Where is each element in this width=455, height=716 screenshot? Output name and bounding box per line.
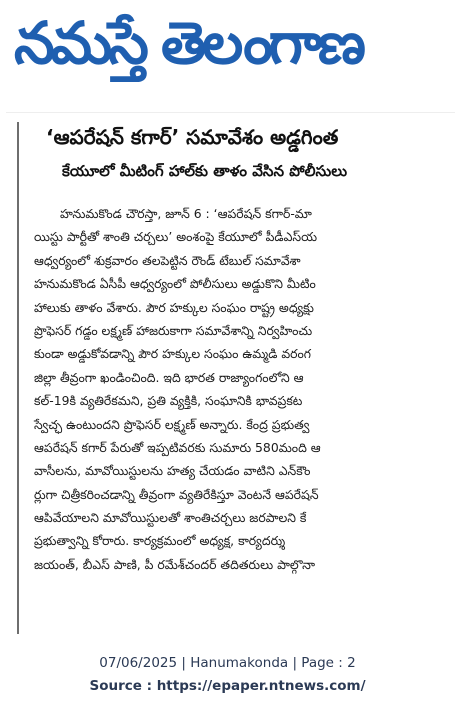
body-line: ఆపరేషన్ కగార్ పేరుతో ఇప్పటివరకు సుమారు 580మంది ఆ <box>34 439 321 455</box>
body-line: ప్రొఫెసర్ గడ్డం లక్ష్మణ్ హాజరుకాగా సమావేశాన్ని నిర్వహించు <box>34 322 313 338</box>
body-line: జిల్లా తీవ్రంగా ఖండించింది. ఇది భారత రాజ్యాంగంలోని ఆ <box>34 369 304 385</box>
article-subheadline: కేయూలో మీటింగ్ హాల్‌కు తాళం వేసిన పోలీసులు <box>62 162 348 180</box>
body-line: యిస్టు పార్టీతో శాంతి చర్చలు’ అంశంపై కేయూలో పీడీఎస్‌య <box>34 229 318 245</box>
body-line: ఆధ్వర్యంలో శుక్రవారం తలపెట్టిన రౌండ్ టేబుల్ సమావేశా <box>34 252 301 268</box>
column-rule <box>17 122 19 634</box>
article-body <box>34 202 455 576</box>
footer-source-line: Source : https://epaper.ntnews.com/ <box>89 678 366 694</box>
body-line: వాసీలను, మావోయిస్టులను హత్య చేయడం వాటిని ఎన్‌కౌం <box>34 463 311 479</box>
body-line: ప్రభుత్వాన్ని కోరారు. కార్యక్రమంలో అధ్యక్ష, కార్యదర్శు <box>34 533 286 549</box>
body-line: ఆపివేయాలని మావోయిస్టులతో శాంతిచర్చలు జరపాలని కే <box>34 510 307 526</box>
body-line: హనుమకొండ ఏసీపీ ఆధ్వర్యంలో పోలీసులు అడ్డుకొని మీటిం <box>34 276 316 292</box>
body-line: జయంత్, బీఎస్ పాణి, పీ రమేశ్‌చందర్ తదితరులు పాల్గొనా <box>34 556 316 572</box>
body-line: హాలుకు తాళం వేశారు. పౌర హక్కుల సంఘం రాష్ట్ర అధ్యక్షు <box>34 299 314 315</box>
newspaper-masthead: నమస్తే తెలంగాణ <box>14 9 362 77</box>
body-line: హనుమకొండ చౌరస్తా, జూన్ 6 : ‘ఆపరేషన్ కగార్-మా <box>60 206 312 221</box>
body-line: కల్-19కి వ్యతిరేకమని, ప్రతి వ్యక్తికి, సంఘానికి భావప్రకట <box>34 393 303 409</box>
article-clipping <box>6 112 455 637</box>
article-headline: ‘ఆపరేషన్ కగార్’ సమావేశం అడ్డగింత <box>46 125 339 149</box>
body-line: స్వేచ్ఛ ఉంటుందని ప్రొఫెసర్ లక్ష్మణ్ అన్నారు. కేంద్ర ప్రభుత్వ <box>34 416 310 432</box>
body-line: కుండా అడ్డుకోవడాన్ని పౌర హక్కుల సంఘం ఉమ్మడి వరంగ <box>34 346 312 362</box>
body-line: ర్లుగా చిత్రీకరించడాన్ని తీవ్రంగా వ్యతిరేకిస్తూ వెంటనే ఆపరేషన్ <box>34 486 319 502</box>
footer-date-line: 07/06/2025 | Hanumakonda | Page : 2 <box>99 655 356 671</box>
